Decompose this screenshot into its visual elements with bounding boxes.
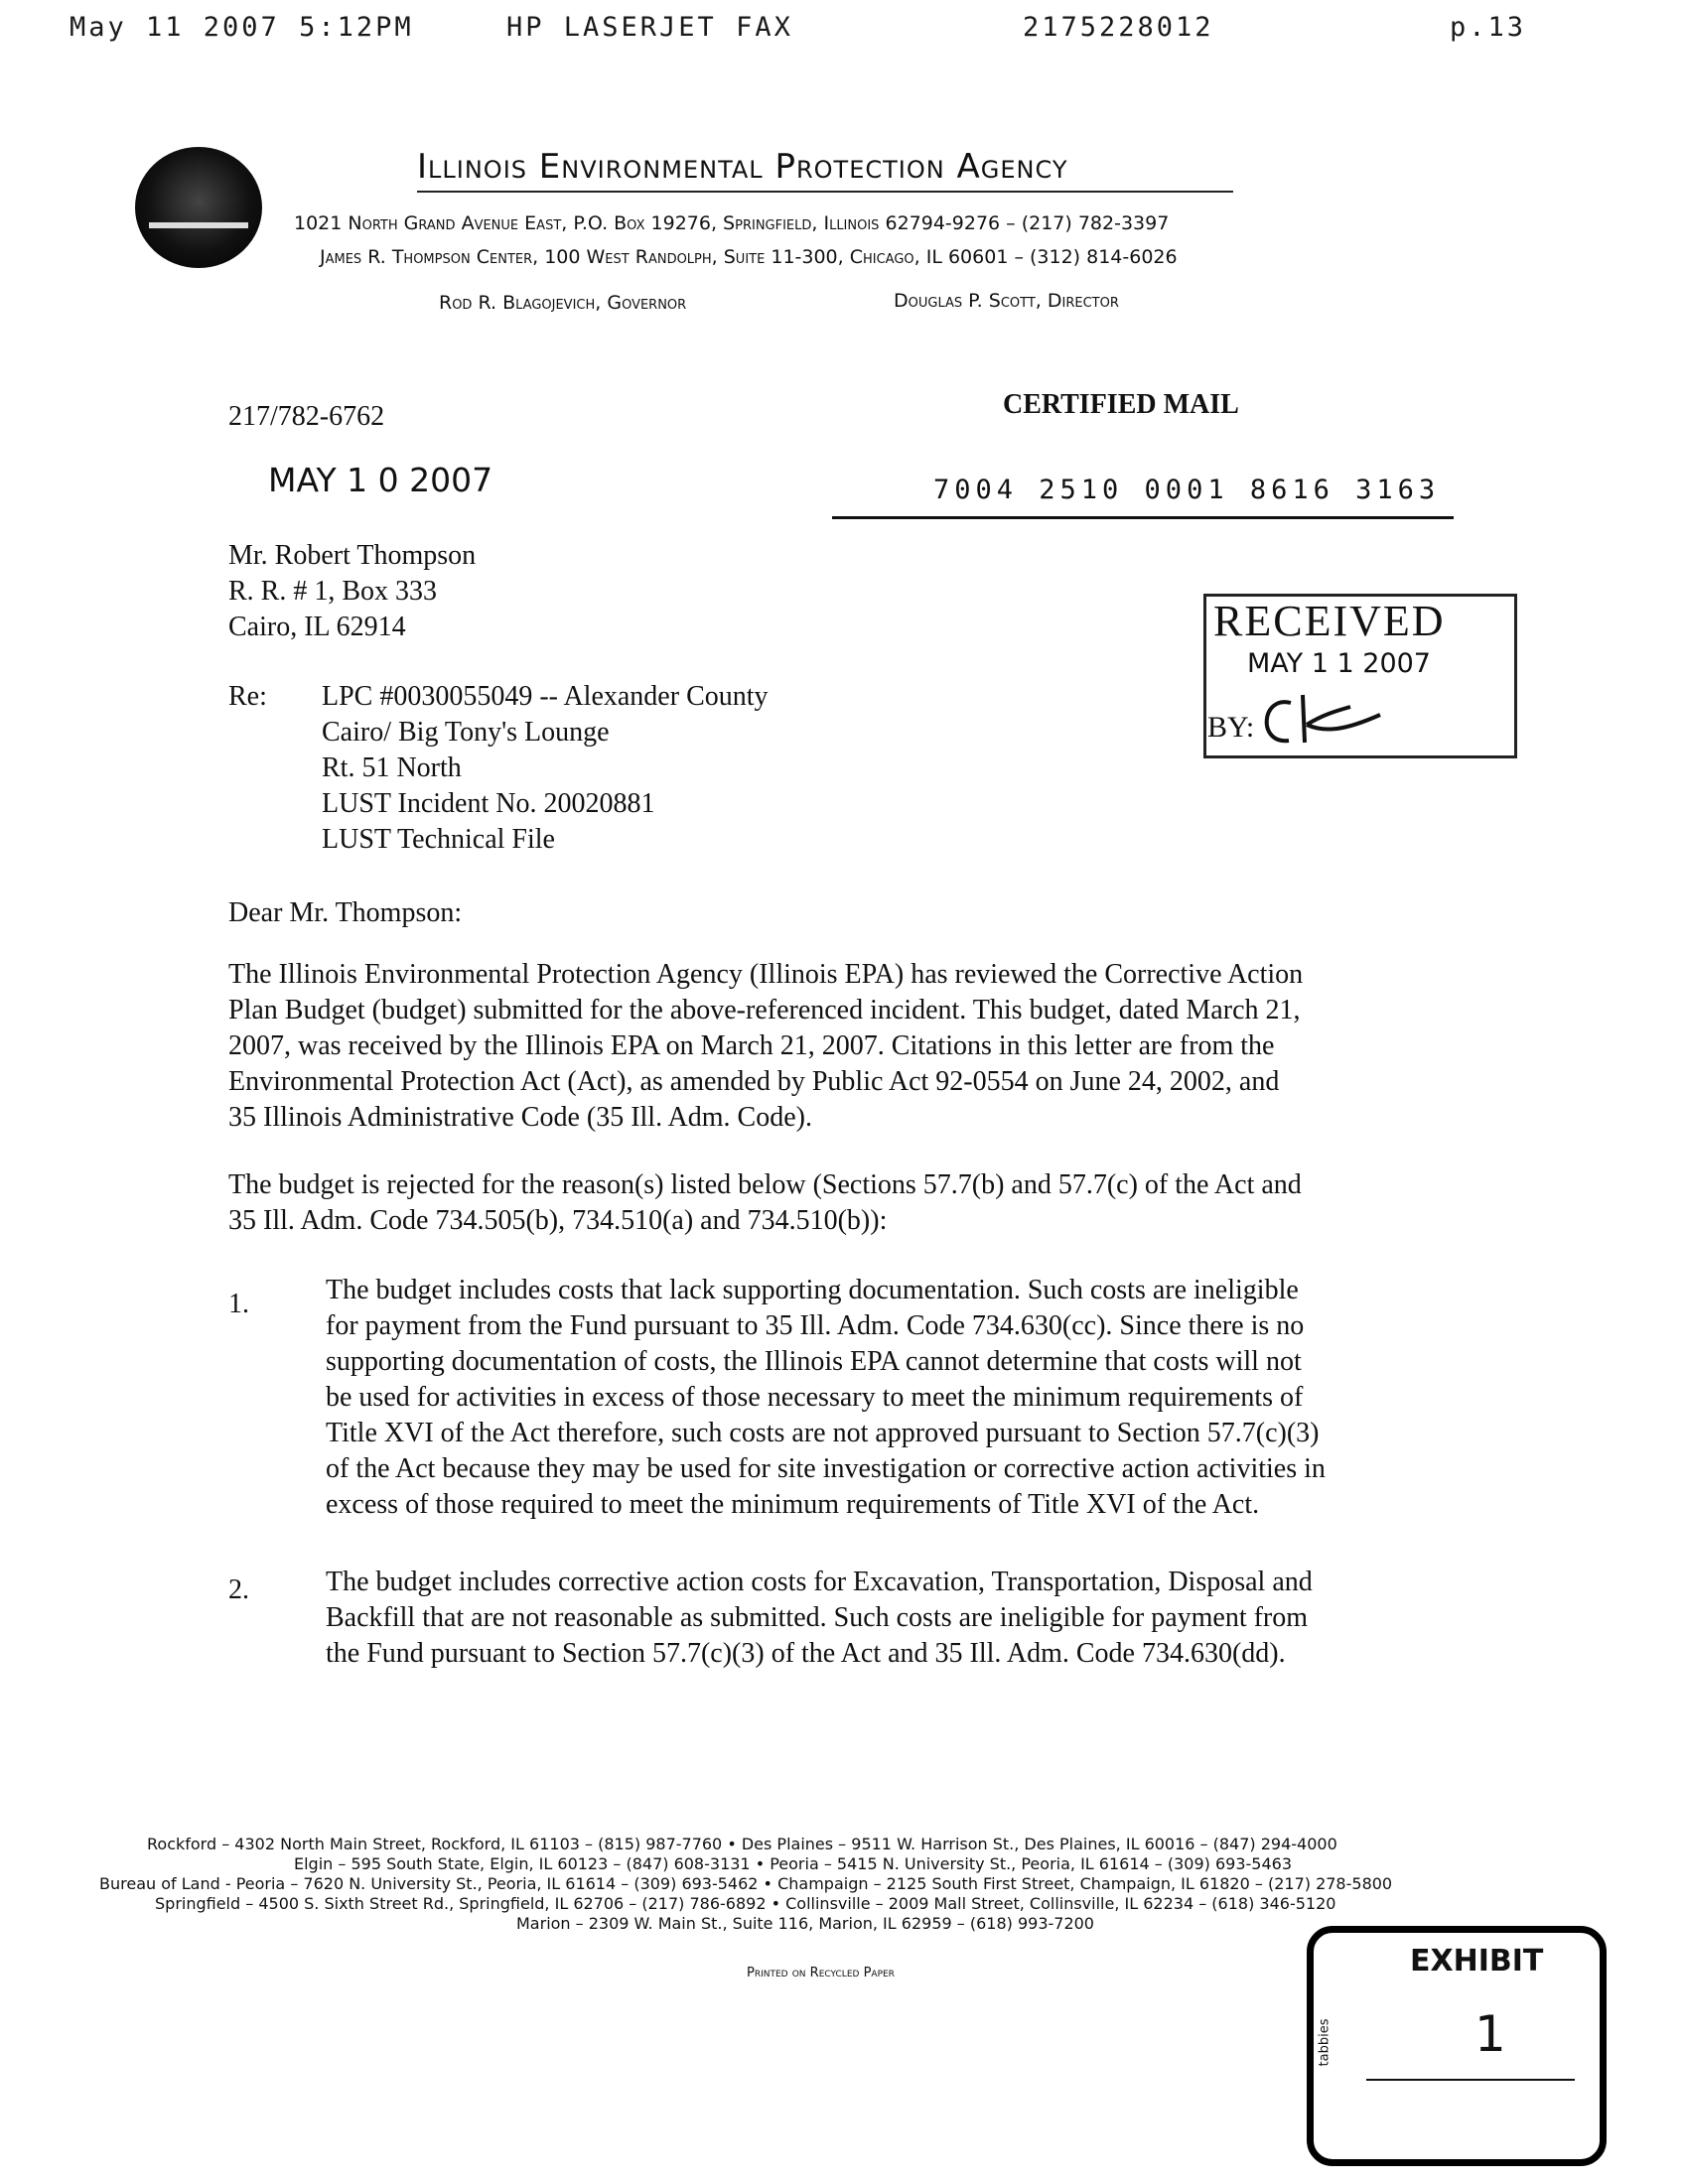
list-item-line: of the Act because they may be used for site investigation or corrective action activities in (326, 1453, 1326, 1484)
list-item-line: The budget includes corrective action costs for Excavation, Transportation, Disposal and (326, 1567, 1313, 1597)
recycled-paper-note: Printed on Recycled Paper (747, 1966, 895, 1980)
exhibit-vendor: tabbies (1317, 2018, 1333, 2067)
re-line: Rt. 51 North (322, 752, 462, 783)
phone-number: 217/782-6762 (228, 401, 385, 432)
agency-seal-logo (135, 147, 262, 268)
re-line: LUST Incident No. 20020881 (322, 788, 655, 819)
exhibit-rule (1366, 2079, 1575, 2081)
director-name: Douglas P. Scott, Director (894, 290, 1119, 312)
list-item-number: 2. (228, 1574, 249, 1605)
agency-seal-band (149, 222, 248, 228)
received-stamp-by: BY: (1207, 711, 1255, 744)
paragraph-line: 2007, was received by the Illinois EPA on March 21, 2007. Citations in this letter are from the (228, 1030, 1275, 1061)
addressee-line-2: R. R. # 1, Box 333 (228, 576, 438, 607)
agency-name: Illinois Environmental Protection Agency (417, 147, 1068, 187)
addressee-line-3: Cairo, IL 62914 (228, 612, 406, 642)
re-line: LPC #0030055049 -- Alexander County (322, 681, 769, 712)
certified-mail-label: CERTIFIED MAIL (1003, 389, 1239, 420)
paragraph-line: 35 Ill. Adm. Code 734.505(b), 734.510(a) and 734.510(b)): (228, 1205, 888, 1236)
footer-office-line: Bureau of Land - Peoria – 7620 N. University St., Peoria, IL 61614 – (309) 693-5462 • Champaign – 2125 South First Street, Champaign, IL 61820 – (217) 278-5800 (99, 1874, 1393, 1893)
tracking-number: 7004 2510 0001 8616 3163 (933, 475, 1441, 505)
fax-device: HP LASERJET FAX (506, 12, 793, 43)
received-stamp-date: MAY 1 1 2007 (1247, 648, 1431, 679)
date-stamp: MAY 1 0 2007 (268, 461, 493, 499)
received-initials-signature (1251, 685, 1400, 754)
tracking-rule (832, 516, 1454, 519)
addressee-name: Mr. Robert Thompson (228, 540, 477, 571)
list-item-line: for payment from the Fund pursuant to 35 Ill. Adm. Code 734.630(cc). Since there is no (326, 1310, 1305, 1341)
footer-office-line: Elgin – 595 South State, Elgin, IL 60123 – (847) 608-3131 • Peoria – 5415 N. University St., Peoria, IL 61614 – (309) 693-5463 (294, 1854, 1292, 1873)
paragraph-line: Environmental Protection Act (Act), as amended by Public Act 92-0554 on June 24, 2002, and (228, 1066, 1280, 1097)
list-item-line: be used for activities in excess of those necessary to meet the minimum requirements of (326, 1382, 1304, 1413)
list-item-number: 1. (228, 1289, 249, 1319)
list-item-line: Backfill that are not reasonable as submitted. Such costs are ineligible for payment from (326, 1602, 1309, 1633)
footer-office-line: Marion – 2309 W. Main St., Suite 116, Marion, IL 62959 – (618) 993-7200 (516, 1914, 1094, 1933)
salutation: Dear Mr. Thompson: (228, 897, 463, 928)
footer-office-line: Springfield – 4500 S. Sixth Street Rd., Springfield, IL 62706 – (217) 786-6892 • Collinsville – 2009 Mall Street, Collinsville, IL 62234 – (618) 346-5120 (155, 1894, 1336, 1913)
fax-number: 2175228012 (1023, 12, 1214, 43)
governor-name: Rod R. Blagojevich, Governor (439, 292, 687, 314)
letterhead-address-1: 1021 North Grand Avenue East, P.O. Box 19276, Springfield, Illinois 62794-9276 – (217) 782-3397 (294, 212, 1170, 234)
received-stamp-title: RECEIVED (1213, 597, 1446, 645)
paragraph-line: The Illinois Environmental Protection Agency (Illinois EPA) has reviewed the Corrective Action (228, 959, 1304, 990)
paragraph-line: 35 Illinois Administrative Code (35 Ill. Adm. Code). (228, 1102, 812, 1133)
footer-office-line: Rockford – 4302 North Main Street, Rockford, IL 61103 – (815) 987-7760 • Des Plaines – 9511 W. Harrison St., Des Plaines, IL 60016 – (847) 294-4000 (147, 1835, 1337, 1853)
re-line: LUST Technical File (322, 824, 555, 855)
letterhead-address-2: James R. Thompson Center, 100 West Randolph, Suite 11-300, Chicago, IL 60601 – (312) 814-6026 (320, 246, 1178, 268)
re-line: Cairo/ Big Tony's Lounge (322, 717, 610, 748)
list-item-line: The budget includes costs that lack supporting documentation. Such costs are ineligible (326, 1275, 1299, 1305)
list-item-line: the Fund pursuant to Section 57.7(c)(3) of the Act and 35 Ill. Adm. Code 734.630(dd). (326, 1638, 1286, 1669)
exhibit-label: EXHIBIT (1410, 1944, 1544, 1979)
paragraph-line: The budget is rejected for the reason(s) listed below (Sections 57.7(b) and 57.7(c) of the Act and (228, 1169, 1302, 1200)
paragraph-line: Plan Budget (budget) submitted for the above-referenced incident. This budget, dated March 21, (228, 995, 1301, 1025)
list-item-line: supporting documentation of costs, the Illinois EPA cannot determine that costs will not (326, 1346, 1302, 1377)
fax-page: p.13 (1450, 12, 1527, 43)
list-item-line: Title XVI of the Act therefore, such costs are not approved pursuant to Section 57.7(c)(3) (326, 1418, 1320, 1448)
exhibit-number: 1 (1474, 2005, 1506, 2063)
letterhead-rule (417, 191, 1233, 193)
list-item-line: excess of those required to meet the minimum requirements of Title XVI of the Act. (326, 1489, 1260, 1520)
fax-datetime: May 11 2007 5:12PM (70, 12, 414, 43)
re-label: Re: (228, 681, 267, 712)
